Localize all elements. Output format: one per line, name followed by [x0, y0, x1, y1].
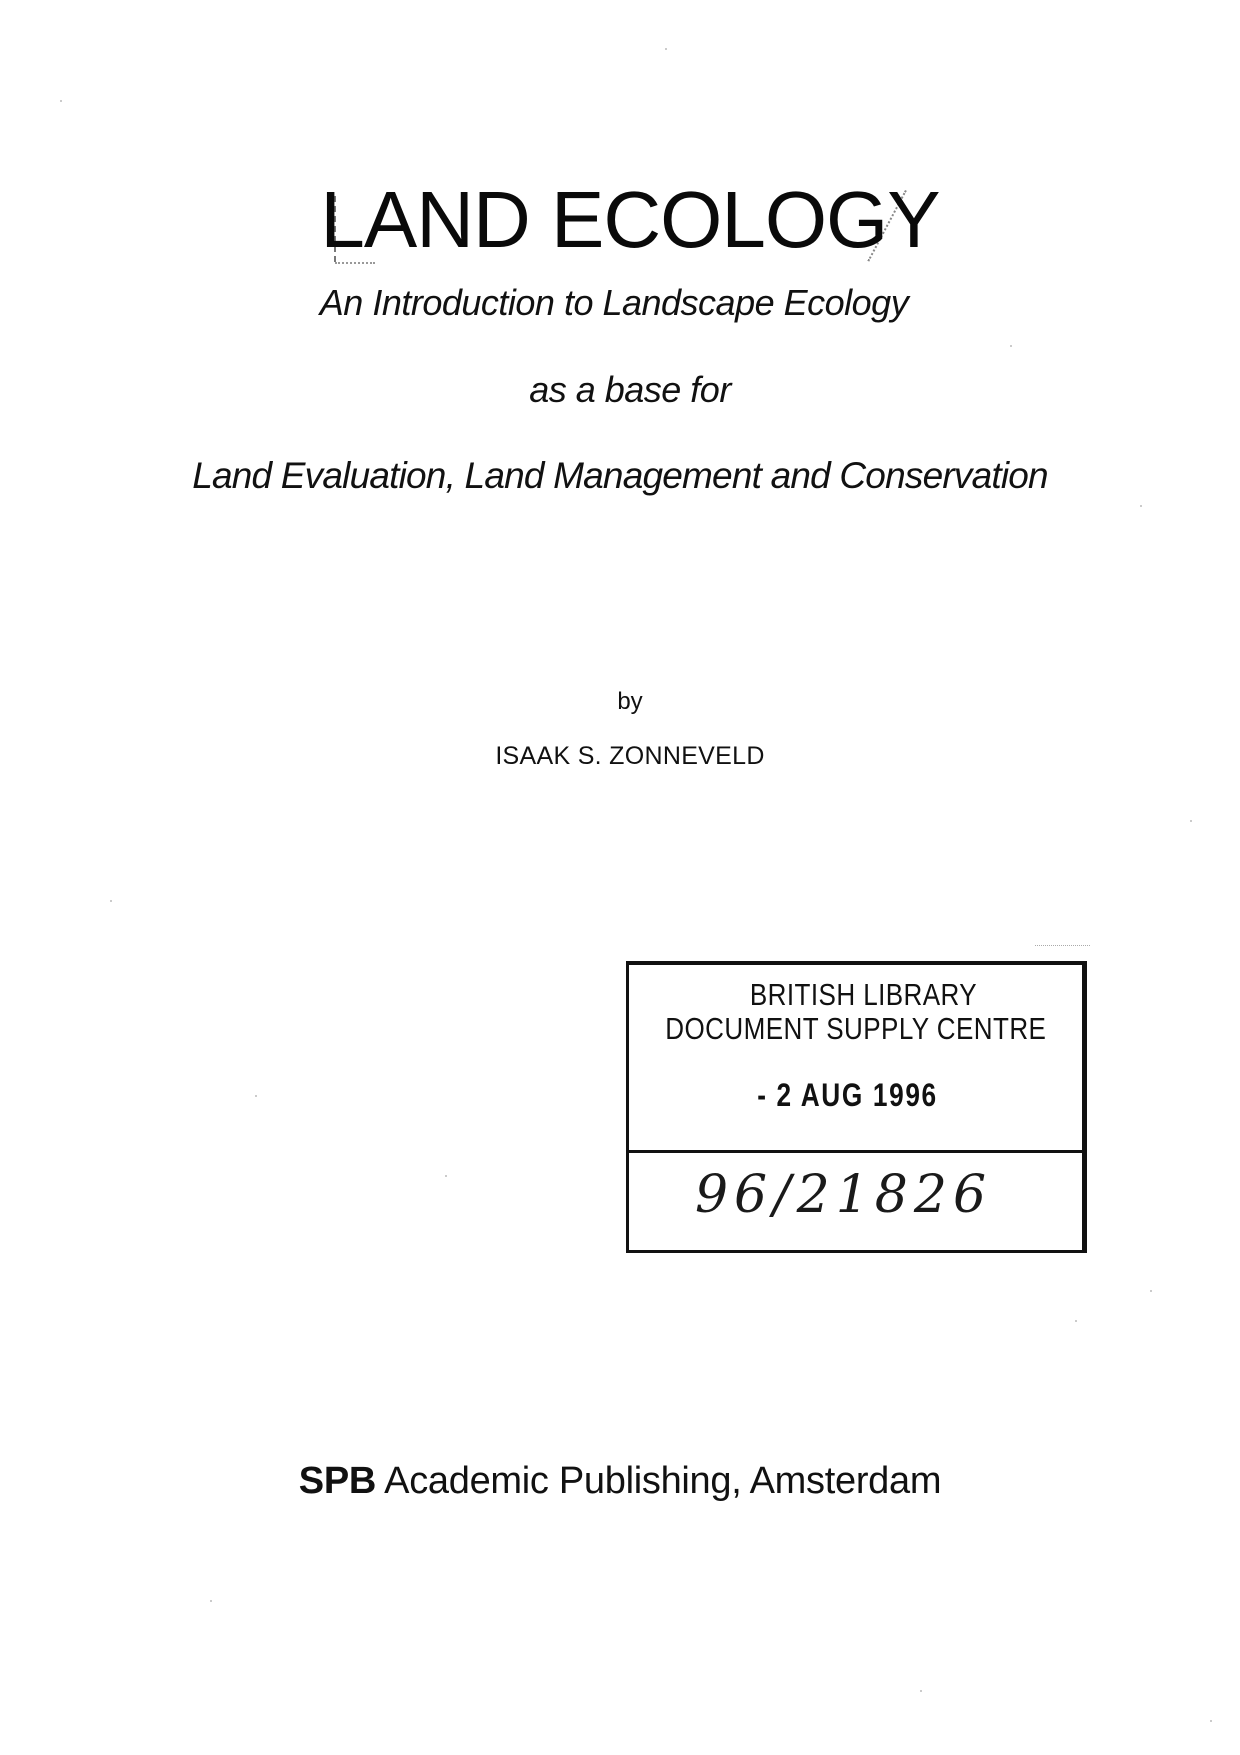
stamp-divider: [629, 1150, 1082, 1153]
scan-speck: [1010, 345, 1012, 347]
scan-speck: [255, 1095, 257, 1097]
scan-speck: [665, 48, 667, 50]
scan-speck: [110, 900, 112, 902]
scan-speck: [920, 1690, 922, 1692]
scan-speck: [1150, 1290, 1152, 1292]
scan-speck: [1075, 1320, 1077, 1322]
scan-speck: [60, 100, 62, 102]
book-title: LAND ECOLOGY: [320, 175, 940, 264]
stamp-date: - 2 AUG 1996: [757, 1077, 938, 1113]
scan-speck: [1210, 1720, 1212, 1722]
book-purpose-line: Land Evaluation, Land Management and Conservation: [192, 455, 1048, 496]
stamp-handwritten-reference: 96/21826: [694, 1165, 993, 1225]
scan-speck: [445, 1175, 447, 1177]
publisher-name: Academic Publishing, Amsterdam: [376, 1460, 942, 1502]
subtitle-connector: as a base for: [529, 369, 731, 410]
byline-label: by: [617, 688, 643, 715]
scan-speck: [210, 1600, 212, 1602]
author-name: ISAAK S. ZONNEVELD: [495, 742, 765, 770]
scan-artifact-dash: [1035, 945, 1090, 946]
scan-speck: [1190, 820, 1192, 822]
scan-speck: [1140, 505, 1142, 507]
library-stamp: [626, 961, 1087, 1253]
publisher-line: [0, 1460, 1240, 1503]
stamp-department: DOCUMENT SUPPLY CENTRE: [665, 1011, 1047, 1046]
publisher-imprint: SPB: [298, 1460, 377, 1502]
book-subtitle: An Introduction to Landscape Ecology: [319, 282, 909, 323]
stamp-institution: BRITISH LIBRARY: [749, 977, 978, 1012]
